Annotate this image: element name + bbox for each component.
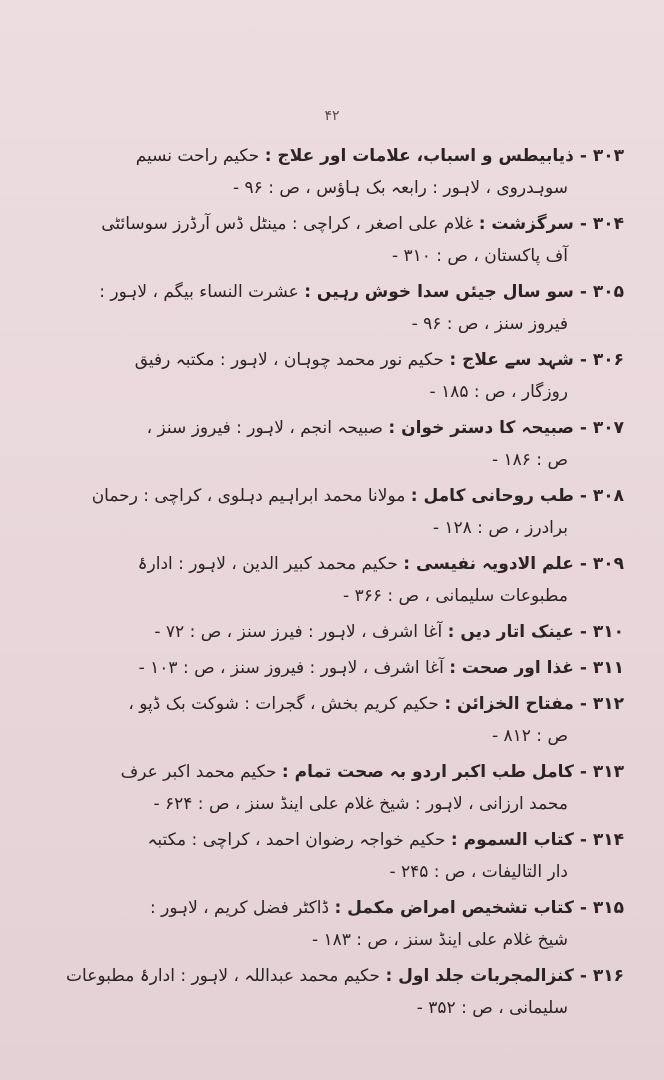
entry-details: حکیم نور محمد چوہان ، لاہور : مکتبہ رفیق [134, 350, 444, 370]
entry-number: ۳۰۶ - [579, 350, 624, 370]
bibliography-entry [44, 960, 624, 1024]
entry-details: صبیحہ انجم ، لاہور : فیروز سنز ، [146, 418, 383, 438]
entry-details: مولانا محمد ابراہیم دہلوی ، کراچی : رحمان [91, 486, 406, 506]
entry-details: آغا اشرف ، لاہور : فیروز سنز ، ص : ۱۰۳ - [138, 658, 444, 678]
bibliography-entry [44, 824, 624, 888]
entry-continuation: دار التالیفات ، ص : ۲۴۵ - [389, 862, 568, 882]
entry-number: ۳۰۵ - [579, 282, 624, 302]
bibliography-entry [44, 652, 624, 684]
bibliography-entry [44, 892, 624, 956]
entry-continuation: ص : ۱۸۶ - [491, 450, 568, 470]
entry-number: ۳۱۳ - [579, 762, 624, 782]
entry-continuation: ص : ۸۱۲ - [491, 726, 568, 746]
entry-continuation: محمد ارزانی ، لاہور : شیخ غلام علی اینڈ سنز ، ص : ۶۲۴ - [153, 794, 568, 814]
entry-title: سو سال جیئں سدا خوش رہیں : [304, 282, 574, 302]
entry-details: عشرت النساء بیگم ، لاہور : [99, 282, 299, 302]
bibliography-entry [44, 480, 624, 544]
entry-number: ۳۱۵ - [579, 898, 624, 918]
entry-number: ۳۰۴ - [579, 214, 624, 234]
entry-number: ۳۱۲ - [579, 694, 624, 714]
entry-continuation: آف پاکستان ، ص : ۳۱۰ - [391, 246, 568, 266]
entry-number: ۳۱۰ - [579, 622, 624, 642]
entry-details: حکیم کریم بخش ، گجرات : شوکت بک ڈپو ، [128, 694, 439, 714]
page-number: ۴۲ [324, 108, 340, 124]
entry-number: ۳۰۸ - [579, 486, 624, 506]
bibliography-entry [44, 548, 624, 612]
bibliography-entry [44, 756, 624, 820]
entry-details: حکیم محمد کبیر الدین ، لاہور : ادارۂ [137, 554, 398, 574]
entry-details: حکیم محمد اکبر عرف [120, 762, 277, 782]
entry-title: کامل طب اکبر اردو بہ صحت تمام : [281, 762, 574, 782]
entry-continuation: سوہدروی ، لاہور : رابعہ بک ہاؤس ، ص : ۹۶ - [233, 178, 568, 198]
bibliography-entry [44, 616, 624, 648]
entry-continuation: مطبوعات سلیمانی ، ص : ۳۶۶ - [343, 586, 568, 606]
entry-title: مفتاح الخزائن : [444, 694, 574, 714]
entry-title: صبیحہ کا دستر خوان : [388, 418, 574, 438]
entry-continuation: برادرز ، ص : ۱۲۸ - [432, 518, 568, 538]
entry-details: حکیم محمد عبداللہ ، لاہور : ادارۂ مطبوعات [66, 966, 381, 986]
entry-title: ذیابیطس و اسباب، علامات اور علاج : [264, 146, 574, 166]
bibliography-entry [44, 688, 624, 752]
entry-number: ۳۰۷ - [579, 418, 624, 438]
entry-title: علم الادویہ نفیسی : [403, 554, 574, 574]
entry-details: آغا اشرف ، لاہور : فیرز سنز ، ص : ۷۲ - [154, 622, 443, 642]
bibliography-entry [44, 412, 624, 476]
entry-title: کتاب السموم : [450, 830, 574, 850]
bibliography-entry [44, 344, 624, 408]
entry-number: ۳۰۹ - [579, 554, 624, 574]
entry-continuation: شیخ غلام علی اینڈ سنز ، ص : ۱۸۳ - [311, 930, 568, 950]
bibliography-list [44, 140, 624, 1028]
bibliography-entry [44, 208, 624, 272]
entry-title: عینک اتار دیں : [447, 622, 574, 642]
entry-number: ۳۱۱ - [579, 658, 624, 678]
entry-title: طب روحانی کامل : [410, 486, 574, 506]
entry-number: ۳۱۶ - [579, 966, 624, 986]
entry-title: کتاب تشخیص امراض مکمل : [334, 898, 574, 918]
entry-title: شہد سے علاج : [449, 350, 574, 370]
entry-details: غلام علی اصغر ، کراچی : مینٹل ڈس آرڈرز سوسائٹی [101, 214, 474, 234]
entry-continuation: سلیمانی ، ص : ۳۵۲ - [416, 998, 568, 1018]
entry-title: کنزالمجربات جلد اول : [385, 966, 574, 986]
entry-details: حکیم خواجہ رضوان احمد ، کراچی : مکتبہ [147, 830, 446, 850]
entry-details: ڈاکٹر فضل کریم ، لاہور : [149, 898, 330, 918]
entry-details: حکیم راحت نسیم [135, 146, 260, 166]
entry-title: سرگزشت : [478, 214, 574, 234]
entry-continuation: روزگار ، ص : ۱۸۵ - [429, 382, 568, 402]
entry-number: ۳۱۴ - [579, 830, 624, 850]
bibliography-entry [44, 276, 624, 340]
entry-title: غذا اور صحت : [449, 658, 574, 678]
entry-continuation: فیروز سنز ، ص : ۹۶ - [411, 314, 568, 334]
entry-number: ۳۰۳ - [579, 146, 624, 166]
bibliography-entry [44, 140, 624, 204]
